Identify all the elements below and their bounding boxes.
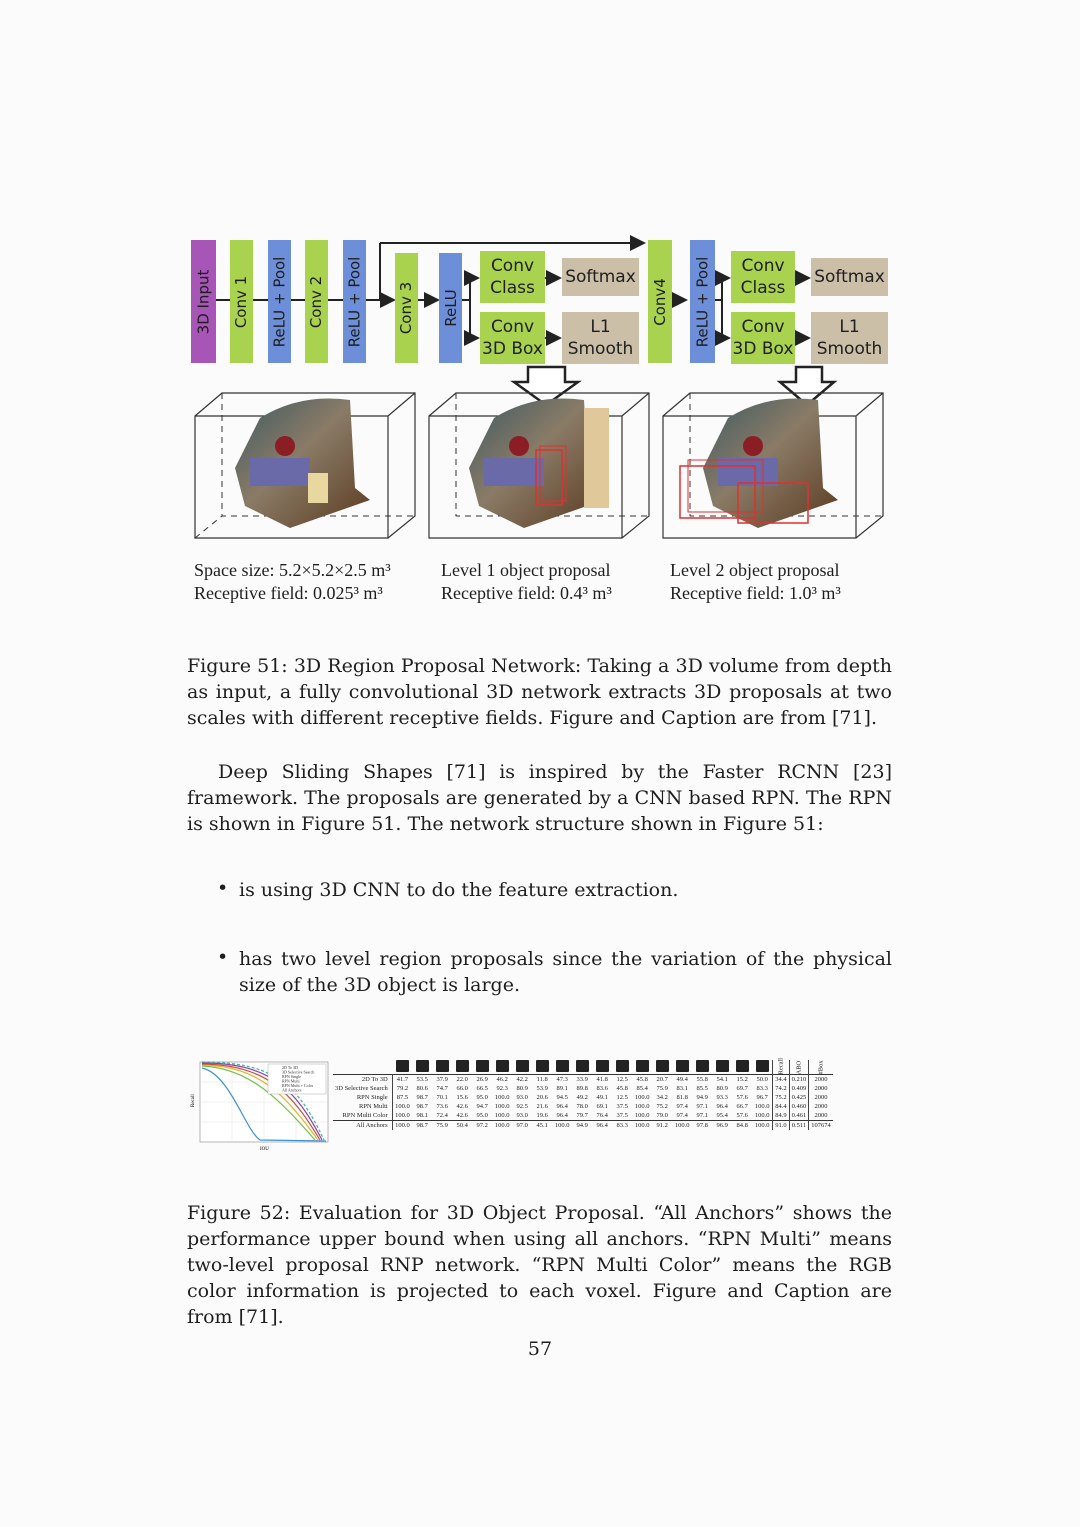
- block-softmax-2: Softmax: [811, 258, 888, 296]
- block-conv3: Conv 3: [395, 253, 418, 363]
- table-cell: 20.7: [656, 1076, 668, 1083]
- furniture-icon: [456, 1060, 469, 1072]
- bullet-item-1: is using 3D CNN to do the feature extraction.: [239, 879, 679, 901]
- table-cell: 73.6: [436, 1103, 448, 1110]
- plot-ylabel: Recall: [191, 1094, 196, 1107]
- table-cell: 87.5: [392, 1093, 412, 1102]
- table-cell: 34.4: [773, 1075, 789, 1085]
- table-cell: 45.8: [616, 1085, 628, 1092]
- table-row: [333, 1121, 833, 1131]
- table-cell: 55.8: [696, 1076, 708, 1083]
- table-cell: 97.4: [676, 1112, 688, 1119]
- table-cell: 79.2: [392, 1084, 412, 1093]
- table-cell: 95.4: [716, 1112, 728, 1119]
- page-number: 57: [527, 1338, 553, 1360]
- table-cell: 100.0: [754, 1122, 770, 1129]
- block-softmax-1: Softmax: [562, 258, 639, 296]
- block-relu-pool-1: ReLU + Pool: [268, 240, 291, 363]
- table-cell: 53.9: [536, 1085, 548, 1092]
- table-cell: 93.0: [516, 1112, 528, 1119]
- table-cell: 79.0: [656, 1112, 668, 1119]
- category-icon: [612, 1060, 632, 1075]
- block-conv-class-1: Conv Class: [480, 251, 545, 303]
- legend-entry: 3D Selective Search: [282, 1069, 315, 1075]
- category-icon: [632, 1060, 652, 1075]
- table-cell: 0.425: [789, 1093, 809, 1102]
- table-cell: 100.0: [674, 1122, 690, 1129]
- table-cell: 96.4: [556, 1112, 568, 1119]
- table-cell: 92.3: [496, 1085, 508, 1092]
- block-conv-class-2: Conv Class: [731, 251, 795, 303]
- category-icon: [432, 1060, 452, 1075]
- table-cell: 100.0: [634, 1112, 650, 1119]
- table-cell: 74.2: [773, 1084, 789, 1093]
- table-cell: 15.2: [736, 1076, 748, 1083]
- volume-panel-1: [195, 393, 415, 538]
- category-icon: [492, 1060, 512, 1075]
- table-cell: 80.9: [716, 1085, 728, 1092]
- table-cell: 69.7: [736, 1085, 748, 1092]
- table-cell: 0.461: [789, 1111, 809, 1121]
- table-cell: 57.6: [736, 1112, 748, 1119]
- table-cell: 100.0: [392, 1121, 412, 1131]
- table-cell: 83.3: [616, 1122, 628, 1129]
- legend-entry: RPN Single: [282, 1074, 302, 1079]
- furniture-icon: [536, 1060, 549, 1072]
- furniture-icon: [756, 1060, 769, 1072]
- furniture-icon: [476, 1060, 489, 1072]
- table-header-cell: Recall: [773, 1060, 789, 1075]
- table-cell: 94.9: [696, 1094, 708, 1101]
- furniture-icon: [696, 1060, 709, 1072]
- table-cell: 41.8: [596, 1076, 608, 1083]
- row-label: RPN Single: [356, 1094, 388, 1101]
- table-cell: 75.2: [656, 1103, 668, 1110]
- category-icon: [732, 1060, 752, 1075]
- volume-panel-3: [663, 393, 883, 538]
- table-cell: 34.2: [656, 1094, 668, 1101]
- table-header-cell: #Box: [809, 1060, 833, 1075]
- table-cell: 83.3: [756, 1085, 768, 1092]
- bullet-item-2: has two level region proposals since the variation of the physical size of the 3D object is large.: [239, 948, 892, 996]
- category-icon: [412, 1060, 432, 1075]
- table-cell: 49.1: [596, 1094, 608, 1101]
- table-cell: 100.0: [494, 1094, 510, 1101]
- table-cell: 80.6: [416, 1085, 428, 1092]
- table-cell: 12.5: [616, 1076, 628, 1083]
- table-cell: 57.6: [736, 1094, 748, 1101]
- furniture-icon: [496, 1060, 509, 1072]
- block-conv-3dbox-2: Conv 3D Box: [731, 312, 795, 364]
- table-cell: 97.4: [676, 1103, 688, 1110]
- table-cell: 100.0: [392, 1102, 412, 1111]
- table-cell: 97.8: [696, 1122, 708, 1129]
- table-cell: 93.0: [516, 1094, 528, 1101]
- table-cell: 47.3: [556, 1076, 568, 1083]
- table-cell: 33.9: [576, 1076, 588, 1083]
- block-conv4: Conv4: [648, 240, 672, 363]
- block-3d-input: 3D Input: [191, 240, 216, 363]
- table-cell: 97.2: [476, 1122, 488, 1129]
- plot-xlabel: IOU: [260, 1147, 269, 1152]
- table-cell: 70.1: [436, 1094, 448, 1101]
- furniture-icon: [636, 1060, 649, 1072]
- table-cell: 37.5: [616, 1103, 628, 1110]
- table-cell: 98.7: [416, 1122, 428, 1129]
- table-cell: 107674: [809, 1121, 833, 1131]
- table-cell: 83.6: [596, 1085, 608, 1092]
- table-cell: 66.7: [736, 1103, 748, 1110]
- table-cell: 84.4: [773, 1102, 789, 1111]
- table-cell: 95.0: [476, 1094, 488, 1101]
- table-cell: 41.7: [392, 1075, 412, 1085]
- row-label: 2D To 3D: [361, 1076, 388, 1083]
- evaluation-table: [333, 1057, 890, 1130]
- table-row: [333, 1111, 833, 1121]
- table-cell: 75.2: [773, 1093, 789, 1102]
- table-cell: 100.0: [634, 1103, 650, 1110]
- category-icon: [472, 1060, 492, 1075]
- table-cell: 96.9: [716, 1122, 728, 1129]
- table-cell: 100.0: [634, 1122, 650, 1129]
- table-cell: 69.1: [596, 1103, 608, 1110]
- panel-3-caption: Level 2 object proposal Receptive field: 1.0³ m³: [670, 560, 841, 603]
- table-row: [333, 1075, 833, 1085]
- table-cell: 22.0: [456, 1076, 468, 1083]
- legend-entry: 2D To 3D: [282, 1065, 298, 1070]
- table-cell: 49.4: [676, 1076, 688, 1083]
- table-cell: 0.511: [789, 1121, 809, 1131]
- table-cell: 66.0: [456, 1085, 468, 1092]
- block-relu: ReLU: [439, 253, 462, 363]
- table-cell: 2000: [809, 1075, 833, 1085]
- legend-entry: RPN Multi + Color: [282, 1083, 314, 1088]
- category-icon: [552, 1060, 572, 1075]
- table-row: [333, 1084, 833, 1093]
- table-cell: 96.4: [556, 1103, 568, 1110]
- table-cell: 46.2: [496, 1076, 508, 1083]
- furniture-icon: [556, 1060, 569, 1072]
- table-cell: 84.9: [773, 1111, 789, 1121]
- bullet-dot: •: [217, 946, 229, 968]
- table-cell: 45.8: [636, 1076, 648, 1083]
- bullet-dot: •: [217, 877, 229, 899]
- table-cell: 81.8: [676, 1094, 688, 1101]
- category-icon: [452, 1060, 472, 1075]
- table-cell: 96.4: [716, 1103, 728, 1110]
- recall-iou-plot: [190, 1060, 330, 1152]
- furniture-icon: [436, 1060, 449, 1072]
- table-cell: 91.0: [773, 1121, 789, 1131]
- table-row: [333, 1093, 833, 1102]
- furniture-icon: [616, 1060, 629, 1072]
- table-cell: 94.5: [556, 1094, 568, 1101]
- table-cell: 100.0: [494, 1122, 510, 1129]
- table-cell: 11.8: [536, 1076, 548, 1083]
- table-cell: 42.2: [516, 1076, 528, 1083]
- table-cell: 95.0: [476, 1112, 488, 1119]
- block-conv-3dbox-1: Conv 3D Box: [480, 312, 545, 364]
- table-cell: 49.2: [576, 1094, 588, 1101]
- table-cell: 98.7: [416, 1103, 428, 1110]
- table-header-cell: ABO: [789, 1060, 809, 1075]
- table-cell: 100.0: [754, 1112, 770, 1119]
- category-icon: [512, 1060, 532, 1075]
- row-label: RPN Multi: [358, 1103, 388, 1110]
- table-cell: 74.7: [436, 1085, 448, 1092]
- table-cell: 84.8: [736, 1122, 748, 1129]
- table-cell: 75.9: [656, 1085, 668, 1092]
- table-cell: 15.6: [456, 1094, 468, 1101]
- table-cell: 2000: [809, 1111, 833, 1121]
- volume-panel-2: [429, 393, 649, 538]
- table-cell: 79.7: [576, 1112, 588, 1119]
- table-cell: 93.3: [716, 1094, 728, 1101]
- table-cell: 26.9: [476, 1076, 488, 1083]
- block-relu-pool-3: ReLU + Pool: [690, 240, 715, 363]
- furniture-icon: [516, 1060, 529, 1072]
- table-cell: 100.0: [392, 1111, 412, 1121]
- table-cell: 2000: [809, 1084, 833, 1093]
- category-icon: [672, 1060, 692, 1075]
- table-cell: 96.7: [756, 1094, 768, 1101]
- table-cell: 97.1: [696, 1103, 708, 1110]
- table-cell: 2000: [809, 1102, 833, 1111]
- table-cell: 91.2: [656, 1122, 668, 1129]
- figure-51-caption: Figure 51: 3D Region Proposal Network: Taking a 3D volume from depth as input, a fully convolutional 3D network extracts 3D proposals at two scales with different receptive fields. Figure and Caption are from [71].: [187, 655, 892, 729]
- table-cell: 20.6: [536, 1094, 548, 1101]
- furniture-icon: [656, 1060, 669, 1072]
- header-blank: [333, 1060, 392, 1075]
- table-cell: 2000: [809, 1093, 833, 1102]
- category-icon: [532, 1060, 552, 1075]
- row-label: 3D Selective Search: [335, 1085, 388, 1092]
- category-icon: [712, 1060, 732, 1075]
- category-icon: [392, 1060, 412, 1075]
- block-l1-smooth-2: L1 Smooth: [811, 312, 888, 364]
- table-cell: 92.5: [516, 1103, 528, 1110]
- category-icon: [752, 1060, 773, 1075]
- table-cell: 37.5: [616, 1112, 628, 1119]
- table-cell: 0.210: [789, 1075, 809, 1085]
- panel-2-caption: Level 1 object proposal Receptive field: 0.4³ m³: [441, 560, 612, 603]
- furniture-icon: [576, 1060, 589, 1072]
- panel-1-caption: Space size: 5.2×5.2×2.5 m³ Receptive field: 0.025³ m³: [194, 560, 391, 603]
- table-cell: 94.9: [576, 1122, 588, 1129]
- table-cell: 89.8: [576, 1085, 588, 1092]
- category-icon: [592, 1060, 612, 1075]
- table-cell: 80.9: [516, 1085, 528, 1092]
- table-cell: 66.5: [476, 1085, 488, 1092]
- figure-52-caption: Figure 52: Evaluation for 3D Object Proposal. “All Anchors” shows the performance upper bound when using all anchors. “RPN Multi” means two-level proposal RNP network. “RPN Multi Color” means the RGB color information is projected to each voxel. Figure and Caption are from [71].: [187, 1202, 892, 1328]
- table-cell: 100.0: [494, 1103, 510, 1110]
- table-cell: 98.7: [416, 1094, 428, 1101]
- table-cell: 12.5: [616, 1094, 628, 1101]
- table-cell: 85.5: [696, 1085, 708, 1092]
- furniture-icon: [596, 1060, 609, 1072]
- furniture-icon: [416, 1060, 429, 1072]
- table-cell: 97.1: [696, 1112, 708, 1119]
- table-cell: 0.409: [789, 1084, 809, 1093]
- category-icon: [692, 1060, 712, 1075]
- table-cell: 100.0: [494, 1112, 510, 1119]
- block-conv2: Conv 2: [305, 240, 328, 363]
- block-relu-pool-2: ReLU + Pool: [343, 240, 366, 363]
- table-cell: 54.1: [716, 1076, 728, 1083]
- furniture-icon: [676, 1060, 689, 1072]
- table-row: [333, 1102, 833, 1111]
- table-cell: 19.6: [536, 1112, 548, 1119]
- table-cell: 100.0: [754, 1103, 770, 1110]
- category-icon: [652, 1060, 672, 1075]
- legend-entry: RPN Multi: [282, 1078, 300, 1084]
- block-conv1: Conv 1: [230, 240, 253, 363]
- row-label: RPN Multi Color: [342, 1112, 388, 1119]
- table-cell: 100.0: [554, 1122, 570, 1129]
- table-cell: 50.0: [756, 1076, 768, 1083]
- table-cell: 75.9: [436, 1122, 448, 1129]
- table-cell: 100.0: [634, 1094, 650, 1101]
- table-cell: 42.6: [456, 1103, 468, 1110]
- table-cell: 89.1: [556, 1085, 568, 1092]
- block-l1-smooth-1: L1 Smooth: [562, 312, 639, 364]
- volume-panels: [190, 388, 890, 550]
- table-cell: 50.4: [456, 1122, 468, 1129]
- row-label: All Anchors: [356, 1122, 388, 1129]
- table-cell: 37.9: [436, 1076, 448, 1083]
- table-cell: 94.7: [476, 1103, 488, 1110]
- table-cell: 98.1: [416, 1112, 428, 1119]
- table-cell: 96.4: [596, 1122, 608, 1129]
- table-cell: 45.1: [536, 1122, 548, 1129]
- table-cell: 78.0: [576, 1103, 588, 1110]
- table-cell: 42.6: [456, 1112, 468, 1119]
- furniture-icon: [716, 1060, 729, 1072]
- legend-entry: All Anchors: [282, 1087, 302, 1093]
- table-cell: 0.460: [789, 1102, 809, 1111]
- table-cell: 76.4: [596, 1112, 608, 1119]
- furniture-icon: [736, 1060, 749, 1072]
- table-cell: 72.4: [436, 1112, 448, 1119]
- table-cell: 53.5: [416, 1076, 428, 1083]
- table-cell: 83.1: [676, 1085, 688, 1092]
- table-cell: 85.4: [636, 1085, 648, 1092]
- furniture-icon: [396, 1060, 409, 1072]
- body-paragraph: Deep Sliding Shapes [71] is inspired by the Faster RCNN [23] framework. The proposals are generated by a CNN based RPN. The RPN is shown in Figure 51. The network structure shown in Figure 51:: [187, 761, 892, 835]
- table-cell: 97.0: [516, 1122, 528, 1129]
- category-icon: [572, 1060, 592, 1075]
- table-cell: 21.6: [536, 1103, 548, 1110]
- table-header-row: [333, 1060, 833, 1075]
